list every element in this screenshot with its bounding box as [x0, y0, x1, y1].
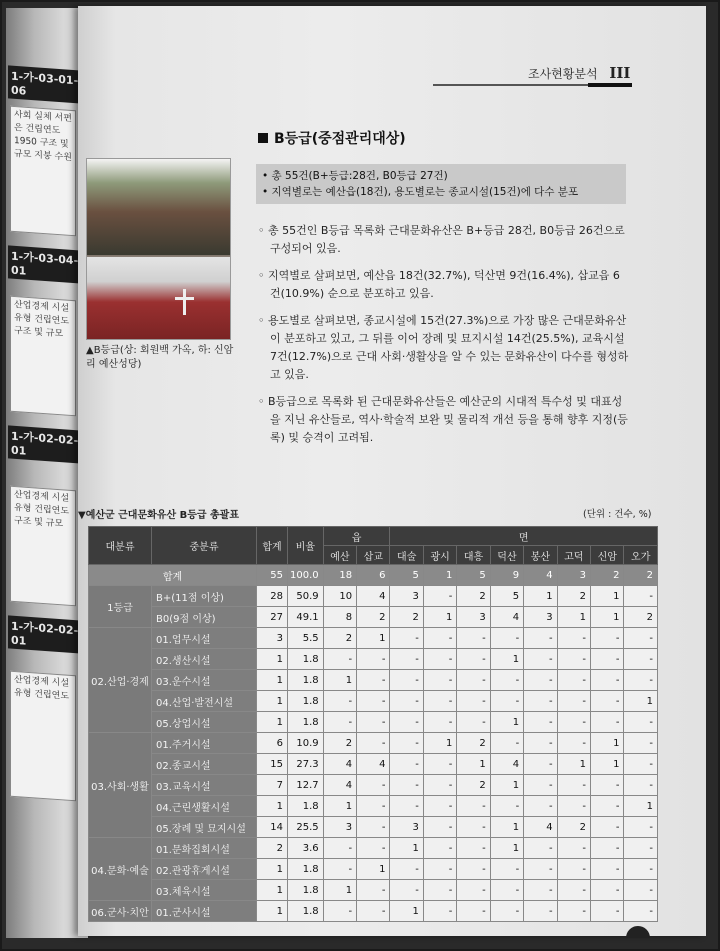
cell-value: - [624, 901, 658, 922]
cell-value: - [557, 712, 590, 733]
table-row [89, 628, 658, 649]
cell-value: - [323, 649, 356, 670]
cell-value: 1 [591, 754, 624, 775]
cell-total: 1 [257, 691, 288, 712]
cell-value: - [490, 628, 523, 649]
table-row [89, 712, 658, 733]
row-group: 04.문화·예술 [89, 838, 152, 901]
row-label: 05.상업시설 [152, 712, 257, 733]
photo-frame [2, 2, 718, 949]
cell-value: - [524, 754, 557, 775]
header-col: 삽교 [357, 546, 390, 565]
cell-total: 7 [257, 775, 288, 796]
cell-value: - [390, 649, 423, 670]
cell-value: - [557, 733, 590, 754]
cell-value: - [557, 796, 590, 817]
cell-value: 3 [457, 607, 490, 628]
cell-value: - [591, 712, 624, 733]
cell-value: - [557, 691, 590, 712]
cell-value: 2 [457, 733, 490, 754]
cell-ratio: 1.8 [288, 649, 324, 670]
chapter-title: 조사현황분석 [528, 67, 598, 81]
chapter-number: III [609, 64, 631, 82]
cell-total: 2 [257, 838, 288, 859]
cell-value: - [624, 859, 658, 880]
cell-value: - [624, 754, 658, 775]
cell-value: - [591, 691, 624, 712]
cell-value: 8 [323, 607, 356, 628]
left-page-code: 1-가-03-01-06 [8, 65, 82, 103]
cell-ratio: 49.1 [288, 607, 324, 628]
cell-value: 3 [524, 607, 557, 628]
cell-value: - [557, 649, 590, 670]
cell-value: - [357, 649, 390, 670]
cell-value: 1 [357, 859, 390, 880]
cell-value: - [624, 838, 658, 859]
left-page-code: 1-가-03-04-01 [8, 245, 82, 283]
cell-value: 1 [323, 796, 356, 817]
cross-bar [175, 297, 194, 300]
cell-value: - [390, 712, 423, 733]
cell-value: - [457, 880, 490, 901]
cell-value: 1 [591, 733, 624, 754]
cell-total: 28 [257, 586, 288, 607]
cell-total: 6 [257, 733, 288, 754]
cell-value: 1 [323, 880, 356, 901]
row-label: 04.산업·발전시설 [152, 691, 257, 712]
cell-value: - [457, 691, 490, 712]
cell-value: 1 [357, 628, 390, 649]
cell-value: - [357, 796, 390, 817]
header-sub: 중분류 [152, 527, 257, 565]
left-page-box: 산업경제 시설 유형 건립연도 [10, 671, 76, 802]
cell-value: - [357, 712, 390, 733]
cell-value: 1 [457, 754, 490, 775]
table-row [89, 691, 658, 712]
church-photo [87, 257, 230, 339]
cell-total: 27 [257, 607, 288, 628]
left-page-code: 1-가-02-02-01 [8, 425, 82, 463]
cell-value: 1 [490, 712, 523, 733]
cell-value: - [524, 733, 557, 754]
header-eup: 읍 [323, 527, 390, 546]
cell-ratio: 1.8 [288, 670, 324, 691]
cell-ratio: 3.6 [288, 838, 324, 859]
cell-value: - [423, 859, 456, 880]
cell-ratio: 5.5 [288, 628, 324, 649]
row-label: 01.문화집회시설 [152, 838, 257, 859]
row-label: 02.종교시설 [152, 754, 257, 775]
cell-value: 5 [457, 565, 490, 586]
cell-value: - [457, 712, 490, 733]
cell-value: - [423, 586, 456, 607]
row-label: B+(11점 이상) [152, 586, 257, 607]
cell-value: - [423, 670, 456, 691]
cell-value: 2 [323, 733, 356, 754]
cell-value: - [423, 901, 456, 922]
header-myeon: 면 [390, 527, 658, 546]
cell-value: 1 [557, 607, 590, 628]
cell-value: - [591, 880, 624, 901]
row-label: 합계 [89, 565, 257, 586]
cell-value: - [323, 859, 356, 880]
cell-value: - [490, 880, 523, 901]
cell-value: 2 [390, 607, 423, 628]
cell-value: - [557, 901, 590, 922]
cell-value: - [357, 880, 390, 901]
cell-value: - [390, 859, 423, 880]
cell-value: - [591, 901, 624, 922]
cell-value: 3 [390, 817, 423, 838]
cell-value: - [423, 796, 456, 817]
cell-value: 2 [557, 817, 590, 838]
cell-value: - [357, 670, 390, 691]
cell-value: - [624, 649, 658, 670]
table-total-row [89, 565, 658, 586]
cell-ratio: 1.8 [288, 859, 324, 880]
cell-value: 18 [323, 565, 356, 586]
cell-total: 1 [257, 859, 288, 880]
cell-value: 4 [323, 775, 356, 796]
section-title-text: B등급(중점관리대상) [274, 131, 406, 147]
table-row [89, 733, 658, 754]
cell-value: 1 [490, 838, 523, 859]
row-label: 04.근린생활시설 [152, 796, 257, 817]
table-row [89, 817, 658, 838]
chapter-header [528, 64, 630, 82]
cell-ratio: 12.7 [288, 775, 324, 796]
cell-value: - [323, 838, 356, 859]
cell-ratio: 10.9 [288, 733, 324, 754]
cell-value: - [557, 838, 590, 859]
cell-value: - [390, 691, 423, 712]
paragraph: ◦ 지역별로 살펴보면, 예산읍 18건(32.7%), 덕산면 9건(16.4%), 삽교읍 6건(10.9%) 순으로 분포하고 있음. [258, 269, 620, 300]
right-page [78, 6, 706, 936]
table-row [89, 649, 658, 670]
row-label: 05.장례 및 묘지시설 [152, 817, 257, 838]
cell-ratio: 1.8 [288, 901, 324, 922]
cell-total: 1 [257, 670, 288, 691]
row-label: 01.업무시설 [152, 628, 257, 649]
table-row [89, 670, 658, 691]
cell-value: 4 [490, 607, 523, 628]
table-header-row [89, 527, 658, 546]
cell-value: - [490, 691, 523, 712]
cell-value: - [457, 670, 490, 691]
cell-value: - [323, 691, 356, 712]
cell-value: - [423, 712, 456, 733]
left-page-code: 1-가-02-02-01 [8, 615, 82, 653]
cell-value: - [457, 859, 490, 880]
cell-value: 1 [490, 817, 523, 838]
row-group: 06.군사·치안 [89, 901, 152, 922]
cell-value: - [624, 586, 658, 607]
cell-value: - [457, 838, 490, 859]
cell-value: - [591, 670, 624, 691]
cell-value: - [357, 838, 390, 859]
cell-value: 4 [524, 817, 557, 838]
cell-value: 2 [591, 565, 624, 586]
cell-total: 1 [257, 796, 288, 817]
cell-value: 2 [557, 586, 590, 607]
cell-value: - [624, 670, 658, 691]
cell-value: 1 [323, 670, 356, 691]
summary-line: • 지역별로는 예산읍(18건), 용도별로는 종교시설(15건)에 다수 분포 [262, 186, 579, 198]
cell-value: - [423, 649, 456, 670]
cell-value: - [390, 628, 423, 649]
cell-value: - [390, 733, 423, 754]
cell-value: 3 [323, 817, 356, 838]
cell-value: - [457, 628, 490, 649]
cell-ratio: 1.8 [288, 712, 324, 733]
cell-value: - [524, 901, 557, 922]
cell-value: 1 [423, 607, 456, 628]
cell-value: 2 [357, 607, 390, 628]
row-label: 02.생산시설 [152, 649, 257, 670]
cell-value: 3 [390, 586, 423, 607]
cell-value: - [490, 859, 523, 880]
cell-value: 1 [557, 754, 590, 775]
header-col: 오가 [624, 546, 658, 565]
cell-value: 1 [524, 586, 557, 607]
cell-value: - [624, 628, 658, 649]
cell-value: - [624, 880, 658, 901]
cell-value: - [524, 775, 557, 796]
cell-value: 5 [390, 565, 423, 586]
row-label: 01.주거시설 [152, 733, 257, 754]
cell-value: - [524, 628, 557, 649]
row-label: B0(9점 이상) [152, 607, 257, 628]
paragraph: ◦ 총 55건인 B등급 목록화 근대문화유산은 B+등급 28건, B0등급 26건으로 구성되어 있음. [258, 224, 625, 255]
cell-ratio: 1.8 [288, 880, 324, 901]
header-col: 대술 [390, 546, 423, 565]
cell-value: - [557, 775, 590, 796]
cell-value: 9 [490, 565, 523, 586]
row-label: 02.관광휴게시설 [152, 859, 257, 880]
cell-total: 14 [257, 817, 288, 838]
cell-value: - [591, 859, 624, 880]
paragraph: ◦ 용도별로 살펴보면, 종교시설에 15건(27.3%)으로 가장 많은 근대문화유산이 분포하고 있고, 그 뒤를 이어 장례 및 묘지시설 14건(25.5%), 교육시설 7건(12.7%)으로 근대 사회·생활상을 알 수 있는 문화유산이 다수를 형성하고 있음. [258, 314, 629, 381]
cell-value: - [591, 796, 624, 817]
header-col: 고덕 [557, 546, 590, 565]
cell-total: 1 [257, 649, 288, 670]
header-col: 예산 [323, 546, 356, 565]
cell-value: - [591, 838, 624, 859]
row-label: 03.체육시설 [152, 880, 257, 901]
cell-value: 3 [557, 565, 590, 586]
cell-value: 1 [624, 691, 658, 712]
cell-value: - [323, 901, 356, 922]
cell-value: 1 [591, 607, 624, 628]
cell-value: 1 [624, 796, 658, 817]
cell-value: - [457, 901, 490, 922]
cell-value: 4 [323, 754, 356, 775]
header-ratio: 비율 [288, 527, 324, 565]
cell-value: - [490, 670, 523, 691]
cell-value: - [624, 733, 658, 754]
cell-value: - [524, 691, 557, 712]
cell-value: - [357, 901, 390, 922]
cell-value: - [423, 775, 456, 796]
cell-value: - [557, 880, 590, 901]
section-title [258, 128, 406, 148]
header-col: 덕산 [490, 546, 523, 565]
cell-value: - [524, 712, 557, 733]
table-row [89, 838, 658, 859]
cell-ratio: 1.8 [288, 691, 324, 712]
row-label: 03.운수시설 [152, 670, 257, 691]
cell-value: - [423, 880, 456, 901]
cell-value: - [490, 796, 523, 817]
cell-value: - [457, 649, 490, 670]
cell-value: - [423, 628, 456, 649]
table-unit: (단위 : 건수, %) [583, 509, 652, 520]
left-page-box: 산업경제 시설 유형 건립연도 구조 및 규모 [10, 486, 76, 607]
cell-value: 1 [390, 901, 423, 922]
header-col: 광시 [423, 546, 456, 565]
table-row [89, 586, 658, 607]
cell-value: - [524, 649, 557, 670]
row-group: 03.사회·생활 [89, 733, 152, 838]
square-bullet-icon [258, 133, 268, 143]
cell-value: 10 [323, 586, 356, 607]
table-row [89, 880, 658, 901]
cell-value: 4 [524, 565, 557, 586]
cell-value: - [423, 754, 456, 775]
table-row [89, 901, 658, 922]
cell-value: 1 [390, 838, 423, 859]
table-row [89, 607, 658, 628]
building-photo [86, 158, 231, 340]
cell-ratio: 25.5 [288, 817, 324, 838]
cell-value: - [423, 817, 456, 838]
table-title: ▼예산군 근대문화유산 B등급 총괄표 [78, 510, 239, 521]
cell-total: 1 [257, 880, 288, 901]
header-col: 봉산 [524, 546, 557, 565]
cell-ratio: 27.3 [288, 754, 324, 775]
cell-value: - [591, 817, 624, 838]
cell-total: 15 [257, 754, 288, 775]
table-row [89, 775, 658, 796]
cell-value: 1 [591, 586, 624, 607]
cell-value: - [591, 649, 624, 670]
cell-value: 1 [423, 565, 456, 586]
row-label: 03.교육시설 [152, 775, 257, 796]
cell-value: - [490, 901, 523, 922]
cell-value: 6 [357, 565, 390, 586]
cross-icon [183, 289, 186, 315]
left-page-box: 산업경제 시설 유형 건립연도 구조 및 규모 [10, 296, 76, 417]
cell-value: - [557, 859, 590, 880]
cell-value: 5 [490, 586, 523, 607]
photo-caption: ▲B등급(상: 회원백 가옥, 하: 신암리 예산성당) [86, 345, 234, 370]
cell-total: 3 [257, 628, 288, 649]
cell-value: - [624, 712, 658, 733]
cell-value: - [591, 775, 624, 796]
cell-value: - [524, 670, 557, 691]
body-paragraphs [258, 222, 630, 456]
cell-value: - [457, 817, 490, 838]
left-page [6, 8, 88, 938]
cell-value: 2 [624, 565, 658, 586]
cell-total: 1 [257, 712, 288, 733]
cell-value: - [390, 880, 423, 901]
cell-value: - [524, 796, 557, 817]
summary-table [88, 526, 658, 922]
cell-value: - [390, 796, 423, 817]
cell-value: - [423, 691, 456, 712]
cell-value: - [591, 628, 624, 649]
header-main: 대분류 [89, 527, 152, 565]
cell-value: - [557, 628, 590, 649]
cell-value: - [357, 691, 390, 712]
cell-value: - [390, 775, 423, 796]
cell-value: - [457, 796, 490, 817]
table-row [89, 754, 658, 775]
row-group: 1등급 [89, 586, 152, 628]
cell-value: 1 [490, 775, 523, 796]
cell-value: - [557, 670, 590, 691]
cell-value: - [490, 733, 523, 754]
cell-value: - [423, 838, 456, 859]
house-photo [87, 159, 230, 255]
cell-total: 1 [257, 901, 288, 922]
cell-value: - [357, 817, 390, 838]
cell-ratio: 50.9 [288, 586, 324, 607]
header-total: 합계 [257, 527, 288, 565]
left-page-box: 사회 실체 서편은 건립연도 1950 구조 및 규모 지붕 수원 [10, 106, 76, 237]
cell-value: - [524, 859, 557, 880]
row-group: 02.산업·경제 [89, 628, 152, 733]
cell-value: 4 [357, 586, 390, 607]
cell-value: - [357, 733, 390, 754]
cell-total: 55 [257, 565, 288, 586]
cell-ratio: 100.0 [288, 565, 324, 586]
row-label: 01.군사시설 [152, 901, 257, 922]
cell-value: - [357, 775, 390, 796]
cell-ratio: 1.8 [288, 796, 324, 817]
cell-value: - [323, 712, 356, 733]
cell-value: - [390, 754, 423, 775]
cell-value: 2 [624, 607, 658, 628]
cell-value: 4 [490, 754, 523, 775]
cell-value: - [390, 670, 423, 691]
cell-value: 1 [490, 649, 523, 670]
cell-value: - [524, 838, 557, 859]
header-rule-accent [588, 83, 632, 87]
cell-value: - [624, 817, 658, 838]
table-row [89, 859, 658, 880]
cell-value: 2 [457, 775, 490, 796]
header-col: 신암 [591, 546, 624, 565]
summary-line: • 총 55건(B+등급:28건, B0등급 27건) [262, 170, 448, 182]
summary-box [256, 164, 626, 204]
cell-value: - [524, 880, 557, 901]
header-col: 대흥 [457, 546, 490, 565]
table-row [89, 796, 658, 817]
cell-value: 2 [457, 586, 490, 607]
paragraph: ◦ B등급으로 목록화 된 근대문화유산들은 예산군의 시대적 특수성 및 대표성을 지닌 유산들로, 역사·학술적 보완 및 물리적 개선 등을 통해 향후 지정(등록) 및 승격이 고려됨. [258, 395, 628, 444]
cell-value: 1 [423, 733, 456, 754]
cell-value: 2 [323, 628, 356, 649]
cell-value: 4 [357, 754, 390, 775]
cell-value: - [624, 775, 658, 796]
page-number-tab [626, 926, 650, 938]
